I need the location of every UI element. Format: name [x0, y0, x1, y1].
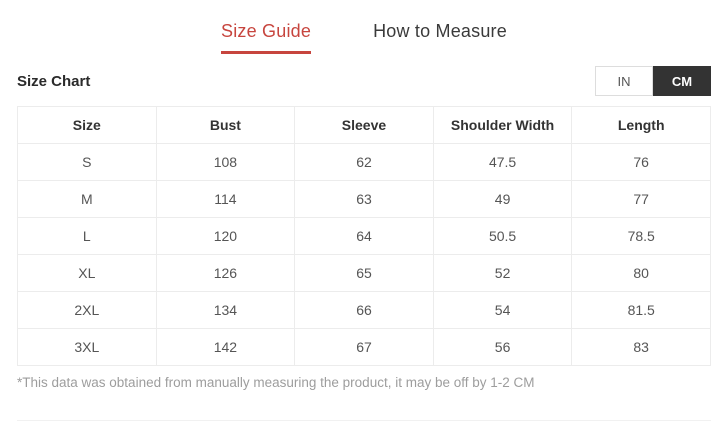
- unit-in-button[interactable]: IN: [595, 66, 653, 96]
- cell-sleeve: 63: [295, 181, 434, 218]
- column-header-shoulder-width: Shoulder Width: [433, 107, 572, 144]
- column-header-size: Size: [18, 107, 157, 144]
- cell-size: 2XL: [18, 292, 157, 329]
- cell-bust: 126: [156, 255, 295, 292]
- measurement-disclaimer: *This data was obtained from manually measuring the product, it may be off by 1-2 CM: [17, 375, 535, 390]
- cell-bust: 108: [156, 144, 295, 181]
- cell-sleeve: 67: [295, 329, 434, 366]
- cell-shoulder-width: 56: [433, 329, 572, 366]
- cell-shoulder-width: 47.5: [433, 144, 572, 181]
- table-row: [18, 181, 711, 218]
- cell-size: L: [18, 218, 157, 255]
- tab-size-guide[interactable]: Size Guide: [221, 21, 311, 54]
- cell-shoulder-width: 52: [433, 255, 572, 292]
- unit-toggle: [595, 66, 711, 96]
- cell-size: M: [18, 181, 157, 218]
- cell-shoulder-width: 54: [433, 292, 572, 329]
- size-chart-header: [17, 66, 711, 96]
- column-header-length: Length: [572, 107, 711, 144]
- cell-size: 3XL: [18, 329, 157, 366]
- cell-shoulder-width: 49: [433, 181, 572, 218]
- cell-sleeve: 66: [295, 292, 434, 329]
- cell-sleeve: 65: [295, 255, 434, 292]
- cell-length: 76: [572, 144, 711, 181]
- column-header-sleeve: Sleeve: [295, 107, 434, 144]
- size-panel-tabs: [0, 0, 728, 54]
- bottom-divider: [17, 420, 711, 421]
- cell-length: 83: [572, 329, 711, 366]
- page-title: Size Chart: [17, 72, 91, 90]
- cell-bust: 114: [156, 181, 295, 218]
- table-row: [18, 292, 711, 329]
- cell-length: 77: [572, 181, 711, 218]
- cell-bust: 134: [156, 292, 295, 329]
- cell-bust: 142: [156, 329, 295, 366]
- cell-length: 80: [572, 255, 711, 292]
- cell-size: XL: [18, 255, 157, 292]
- size-chart-table: [17, 106, 711, 366]
- tab-how-to-measure[interactable]: How to Measure: [373, 21, 507, 41]
- table-row: [18, 144, 711, 181]
- table-row: [18, 218, 711, 255]
- table-row: [18, 255, 711, 292]
- cell-bust: 120: [156, 218, 295, 255]
- cell-sleeve: 62: [295, 144, 434, 181]
- table-header-row: [18, 107, 711, 144]
- cell-length: 78.5: [572, 218, 711, 255]
- column-header-bust: Bust: [156, 107, 295, 144]
- cell-length: 81.5: [572, 292, 711, 329]
- unit-cm-button[interactable]: CM: [653, 66, 711, 96]
- cell-sleeve: 64: [295, 218, 434, 255]
- table-row: [18, 329, 711, 366]
- cell-shoulder-width: 50.5: [433, 218, 572, 255]
- cell-size: S: [18, 144, 157, 181]
